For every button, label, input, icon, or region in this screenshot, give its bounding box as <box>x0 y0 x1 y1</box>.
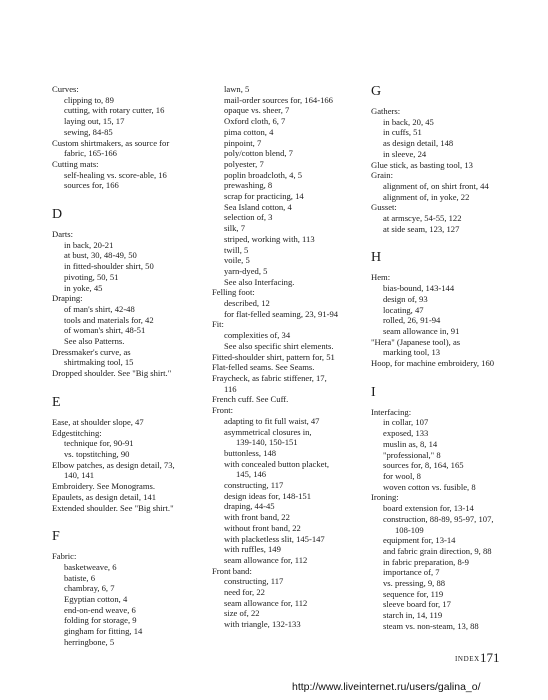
index-subentry: self-healing vs. score-able, 16 <box>64 169 167 180</box>
index-subentry: gingham for fitting, 14 <box>64 626 143 637</box>
index-entry: Ease, at shoulder slope, 47 <box>52 416 144 427</box>
index-subentry: of man's shirt, 42-48 <box>64 303 135 314</box>
index-subentry: importance of, 7 <box>383 567 440 578</box>
index-entry: Draping: <box>52 293 83 304</box>
index-subentry: cutting, with rotary cutter, 16 <box>64 105 165 116</box>
index-subentry: poplin broadcloth, 4, 5 <box>224 169 303 180</box>
index-subentry: alignment of, in yoke, 22 <box>383 191 470 202</box>
index-subentry: with triangle, 132-133 <box>224 619 301 630</box>
index-subentry: lawn, 5 <box>224 84 250 94</box>
index-subentry: need for, 22 <box>224 587 265 598</box>
index-subentry: at bust, 30, 48-49, 50 <box>64 250 137 261</box>
index-subentry: construction, 88-89, 95-97, 107, <box>383 513 494 524</box>
watermark-url: http://www.liveinternet.ru/users/galina_o/ <box>292 681 481 693</box>
index-subentry: design of, 93 <box>383 293 428 304</box>
index-subentry: Egyptian cotton, 4 <box>64 594 128 605</box>
index-subentry: size of, 22 <box>224 608 260 619</box>
index-subentry: voile, 5 <box>224 255 250 266</box>
index-entry: Epaulets, as design detail, 141 <box>52 491 157 502</box>
index-subentry: fabric, 165-166 <box>64 148 117 159</box>
index-subentry: and fabric grain direction, 9, 88 <box>383 545 492 556</box>
index-subentry: at side seam, 123, 127 <box>383 223 460 234</box>
index-column-3 <box>371 84 536 632</box>
index-subentry: in cuffs, 51 <box>383 127 422 138</box>
index-subentry: in fabric preparation, 8-9 <box>383 556 469 567</box>
index-subentry: scrap for practicing, 14 <box>224 191 304 202</box>
index-subentry: without front band, 22 <box>224 522 301 533</box>
index-entry: Curves: <box>52 84 79 94</box>
index-entry: Darts: <box>52 229 74 240</box>
index-subentry: mail-order sources for, 164-166 <box>224 94 333 105</box>
index-entry: Front: <box>212 405 234 416</box>
index-subentry: with ruffles, 149 <box>224 544 281 555</box>
index-subentry: chambray, 6, 7 <box>64 583 115 594</box>
index-subentry: complexities of, 34 <box>224 330 291 341</box>
index-subentry: muslin as, 8, 14 <box>383 438 438 449</box>
index-subentry: as design detail, 148 <box>383 138 454 149</box>
index-subentry: 140, 141 <box>64 470 95 481</box>
index-subentry: 139-140, 150-151 <box>236 437 298 448</box>
index-subentry: in sleeve, 24 <box>383 148 427 159</box>
index-subentry: equipment for, 13-14 <box>383 535 456 546</box>
index-subentry: See also Interfacing. <box>224 276 295 287</box>
index-subentry: silk, 7 <box>224 223 246 234</box>
index-subentry: pinpoint, 7 <box>224 137 262 148</box>
index-subentry: vs. pressing, 9, 88 <box>383 578 446 589</box>
index-subentry: prewashing, 8 <box>224 180 273 191</box>
index-subentry: bias-bound, 143-144 <box>383 283 455 294</box>
index-entry: Fitted-shoulder shirt, pattern for, 51 <box>212 351 335 362</box>
index-subentry: yarn-dyed, 5 <box>224 265 268 276</box>
index-subentry: adapting to fit full waist, 47 <box>224 415 320 426</box>
footer-section-label: INDEX <box>455 655 480 663</box>
index-subentry: seam allowance for, 112 <box>224 597 308 608</box>
index-entry: Hoop, for machine embroidery, 160 <box>371 358 495 369</box>
index-entry: Ironing: <box>371 492 399 503</box>
index-entry: "Hera" (Japanese tool), as <box>371 336 461 347</box>
index-subentry: with front band, 22 <box>224 512 290 523</box>
index-subentry: in yoke, 45 <box>64 282 103 293</box>
index-subentry: alignment of, on shirt front, 44 <box>383 180 489 191</box>
index-subentry: See also Patterns. <box>64 336 125 347</box>
index-subentry: pivoting, 50, 51 <box>64 271 119 282</box>
index-subentry: woven cotton vs. fusible, 8 <box>383 481 476 492</box>
index-subentry: constructing, 117 <box>224 480 284 491</box>
section-letter: F <box>52 529 60 545</box>
index-entry: Gusset: <box>371 202 397 213</box>
index-subentry: at armscye, 54-55, 122 <box>383 213 462 224</box>
section-letter: G <box>371 84 382 99</box>
index-subentry: buttonless, 148 <box>224 447 277 458</box>
index-subentry: asymmetrical closures in, <box>224 426 312 437</box>
index-subentry: Sea Island cotton, 4 <box>224 201 292 212</box>
section-letter: D <box>52 207 63 223</box>
index-subentry: draping, 44-45 <box>224 501 275 512</box>
index-subentry: with concealed button placket, <box>224 458 329 469</box>
index-subentry: selection of, 3 <box>224 212 273 223</box>
index-subentry: vs. topstitching, 90 <box>64 448 130 459</box>
index-column-2 <box>212 84 362 630</box>
index-subentry: in back, 20-21 <box>64 239 114 250</box>
index-subentry: folding for storage, 9 <box>64 615 137 626</box>
index-subentry: opaque vs. sheer, 7 <box>224 105 290 116</box>
index-subentry: clipping to, 89 <box>64 94 114 105</box>
index-subentry: seam allowance in, 91 <box>383 325 460 336</box>
index-subentry: laying out, 15, 17 <box>64 116 125 127</box>
section-letter: I <box>371 384 376 400</box>
section-letter: E <box>52 394 61 410</box>
index-subentry: herringbone, 5 <box>64 636 115 647</box>
index-subentry: steam vs. non-steam, 13, 88 <box>383 620 479 631</box>
index-subentry: exposed, 133 <box>383 428 429 439</box>
index-subentry: sequence for, 119 <box>383 588 444 599</box>
index-subentry: technique for, 90-91 <box>64 438 134 449</box>
index-entry: Elbow patches, as design detail, 73, <box>52 459 175 470</box>
index-entry: Gathers: <box>371 106 401 116</box>
index-subentry: seam allowance for, 112 <box>224 554 308 565</box>
index-subentry: marking tool, 13 <box>383 347 441 358</box>
index-subentry: 145, 146 <box>236 469 267 480</box>
index-entry: Cutting mats: <box>52 158 99 169</box>
index-subentry: sources for, 166 <box>64 180 119 191</box>
index-subentry: shirtmaking tool, 15 <box>64 357 134 368</box>
index-entry: Felling foot: <box>212 287 255 298</box>
index-entry: Edgestitching: <box>52 427 102 438</box>
index-entry: Flat-felled seams. See Seams. <box>212 362 315 373</box>
index-subentry: batiste, 6 <box>64 572 96 583</box>
index-entry: Custom shirtmakers, as source for <box>52 137 170 148</box>
index-subentry: polyester, 7 <box>224 158 264 169</box>
index-entry: Fraycheck, as fabric stiffener, 17, <box>212 372 327 383</box>
index-subentry: design ideas for, 148-151 <box>224 490 312 501</box>
index-entry: Hem: <box>371 272 391 283</box>
index-subentry: basketweave, 6 <box>64 561 117 572</box>
index-subentry: 108-109 <box>395 524 424 535</box>
index-subentry: in collar, 107 <box>383 417 429 428</box>
index-subentry: end-on-end weave, 6 <box>64 604 136 615</box>
page-number: 171 <box>480 650 500 665</box>
section-letter: H <box>371 250 382 266</box>
index-subentry: pima cotton, 4 <box>224 126 274 137</box>
index-subentry: with placketless slit, 145-147 <box>224 533 325 544</box>
index-entry: Glue stick, as basting tool, 13 <box>371 159 473 170</box>
index-subentry: tools and materials for, 42 <box>64 314 154 325</box>
index-column-1 <box>52 84 202 648</box>
index-subentry: Oxford cloth, 6, 7 <box>224 116 286 127</box>
index-entry: Fit: <box>212 319 224 330</box>
index-subentry: poly/cotton blend, 7 <box>224 148 293 159</box>
index-entry: Front band: <box>212 565 252 576</box>
index-entry: Grain: <box>371 170 393 181</box>
index-subentry: described, 12 <box>224 298 270 309</box>
index-subentry: 116 <box>224 383 237 394</box>
index-subentry: See also specific shirt elements. <box>224 340 334 351</box>
index-entry: Fabric: <box>52 551 77 562</box>
index-subentry: board extension for, 13-14 <box>383 503 474 514</box>
index-subentry: twill, 5 <box>224 244 249 255</box>
index-subentry: striped, working with, 113 <box>224 233 315 244</box>
index-subentry: sleeve board for, 17 <box>383 599 451 610</box>
index-subentry: in back, 20, 45 <box>383 116 434 127</box>
index-entry: Interfacing: <box>371 406 412 417</box>
index-subentry: for wool, 8 <box>383 470 421 481</box>
index-subentry: constructing, 117 <box>224 576 284 587</box>
index-subentry: of woman's shirt, 48-51 <box>64 325 146 336</box>
index-entry: Dropped shoulder. See "Big shirt." <box>52 368 172 379</box>
index-subentry: locating, 47 <box>383 304 424 315</box>
index-entry: French cuff. See Cuff. <box>212 394 289 405</box>
index-entry: Embroidery. See Monograms. <box>52 481 156 492</box>
index-subentry: in fitted-shoulder shirt, 50 <box>64 261 154 272</box>
index-subentry: sewing, 84-85 <box>64 126 113 137</box>
index-entry: Extended shoulder. See "Big shirt." <box>52 502 174 513</box>
index-subentry: starch in, 14, 119 <box>383 610 443 621</box>
index-entry: Dressmaker's curve, as <box>52 346 131 357</box>
index-subentry: rolled, 26, 91-94 <box>383 315 441 326</box>
index-subentry: "professional," 8 <box>383 449 441 460</box>
index-subentry: for flat-felled seaming, 23, 91-94 <box>224 308 339 319</box>
index-subentry: sources for, 8, 164, 165 <box>383 460 464 471</box>
